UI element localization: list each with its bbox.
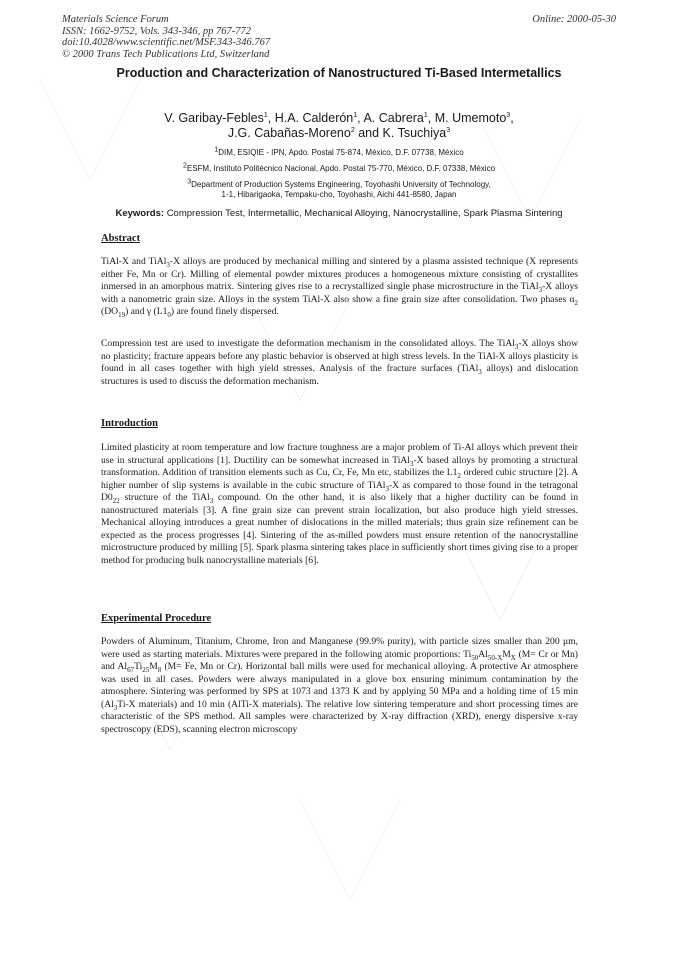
affiliation-text: DIM, ESIQIE - IPN, Apdo. Postal 75-874, México, D.F. 07738, México	[218, 148, 464, 157]
affiliation-3	[60, 180, 618, 200]
section-heading-introduction: Introduction	[101, 418, 158, 429]
author-name: K. Tsuchiya	[382, 125, 447, 140]
introduction-paragraph: Limited plasticity at room temperature and low fracture toughness are a major problem of Ti-Al alloys which prevent their use in structural applications [1]. Ductility can be somewhat increased in TiAl$_3$-X based alloys by promoting a structural transformation. Addition of transition elements such as Cu, Cr, Fe, Mn etc, stabilizes the $L1_2$ ordered cubic structure [2]. A higher number of slip systems is available in the cubic structure of TiAl$_3$-X as compared to those found in the tetragonal $D0_{22}$ structure of the TiAl$_3$ compound. On the other hand, it is also likely that a higher ductility can be found in nanostructured materials [3]. A fine grain size can prevent strain localization, but also produce high yield stresses. Mechanical alloying introduces a great number of dislocations in the milled materials; thus grain size refinement can be expected as the process progresses [4]. Sintering of the as-milled powders must ensure retention of the nanocrystalline microstructure produced by milling [5]. Spark plasma sintering takes place in sufficiently short times giving rise to a proper method for producing bulk nanocrystalline materials [6].	[101, 442, 579, 566]
author-affil-mark: 1	[353, 111, 358, 119]
keywords	[98, 208, 580, 220]
affiliation-text: 1-1, Hibarigaoka, Tempaku-cho, Toyohashi, Aichi 441-8580, Japan	[221, 190, 457, 199]
author-list: V. Garibay-Febles$^1$, H.A. Calderón$^1$, A. Cabrera$^1$, M. Umemoto$^3$, J.G. Cabañas-Moreno$^2$ and K. Tsuchiya$^3$	[164, 111, 514, 140]
affiliation-2	[60, 164, 618, 174]
journal-name: Materials Science Forum	[62, 14, 169, 25]
doi-line: doi:10.4028/www.scientific.net/MSF.343-346.767	[62, 37, 271, 49]
copyright-line: © 2000 Trans Tech Publications Ltd, Switzerland	[62, 48, 270, 60]
author-name: V. Garibay-Febles	[164, 111, 264, 125]
section-heading-experimental: Experimental Procedure	[101, 613, 212, 624]
author-affil-mark: 1	[423, 111, 428, 119]
author-name: A. Cabrera	[363, 111, 424, 125]
section-heading-abstract: Abstract	[101, 233, 141, 244]
author-conjunction: and	[358, 125, 380, 140]
author-name: H.A. Calderón	[274, 111, 354, 125]
affiliation-text: ESFM, Instituto Politécnico Nacional, Apdo. Postal 75-770, México, D.F. 07338, México	[186, 164, 496, 173]
author-affil-mark: 2	[350, 126, 355, 134]
affiliation-mark: 2	[182, 162, 187, 170]
affiliation-mark: 3	[187, 178, 192, 186]
author-affil-mark: 3	[506, 111, 511, 119]
author-name: M. Umemoto	[434, 111, 507, 125]
paper-title: Production and Characterization of Nanostructured Ti-Based Intermetallics	[116, 66, 562, 80]
abstract-paragraph-1: TiAl-X and TiAl$_3$-X alloys are produced by mechanical milling and sintered by a plasma assisted technique (X represents either Fe, Mn or Cr). Milling of elemental powder mixtures produces a homogeneous mixture consisting of crystallites inmersed in an amorphous matrix. Sintering gives rise to a recrystallized single phase microstructure in the TiAl$_3$-X alloys with a nanometric grain size. Alloys in the system TiAl-X also show a fine grain size after consolidation. Two phases $\alpha_2$ $(DO_{19})$ and γ $(L1_0)$ are found finely dispersed.	[101, 256, 578, 319]
experimental-paragraph: Powders of Aluminum, Titanium, Chrome, Iron and Manganese (99.9% purity), with particle sizes smaller than 200 μm, were used as starting materials. Mixtures were prepared in the following atomic proportions: $Ti_{50}Al_{50-X}M_X$ (M= Cr or Mn) and $Al_{67}Ti_{25}M_8$ (M= Fe, Mn or Cr). Horizontal ball mills were used for mechanical alloying. A protective Ar atmosphere was used in all cases. Powders were always manipulated in a glove box ensuring minimum contamination by the atmosphere. Sintering was performed by SPS at 1073 and 1373 K and by applying 50 MPa and a holding time of 15 $\min (Al_3Ti-X$ materials) and 10 min (AlTi-X materials). The relative low sintering temperature and short processing times are characteristic of the SPS method. All samples were characterized by X-ray diffraction (XRD), energy dispersive x-ray spectroscopy (EDS), scanning electron microscopy	[101, 636, 578, 735]
affiliation-mark: 1	[214, 146, 219, 154]
abstract-paragraph-2: Compression test are used to investigate the deformation mechanism in the consolidated alloys. The TiAl$_3$-X alloys show no plasticity; fracture appears before any plastic behavior is observed at high stress levels. In the TiAl-X alloys plasticity is found in all cases together with high yield stresses. Analysis of the fracture surfaces (TiAl$_3$ alloys) and dislocation structures is used to discuss the deformation mechanism.	[101, 338, 579, 387]
affiliation-text: Department of Production Systems Engineering, Toyohashi University of Technology,	[191, 180, 491, 189]
journal-header	[62, 14, 270, 60]
author-name: J.G. Cabañas-Moreno	[227, 125, 351, 140]
author-affil-mark: 3	[446, 126, 451, 134]
issn-line: ISSN: 1662-9752, Vols. 343-346, pp 767-772	[62, 25, 251, 37]
online-date: Online: 2000-05-30	[532, 14, 616, 25]
affiliation-1	[60, 148, 618, 158]
keywords-text: Compression Test, Intermetallic, Mechanical Alloying, Nanocrystalline, Spark Plasma Sintering	[166, 208, 563, 219]
author-affil-mark: 1	[263, 111, 268, 119]
keywords-label: Keywords:	[115, 208, 165, 219]
